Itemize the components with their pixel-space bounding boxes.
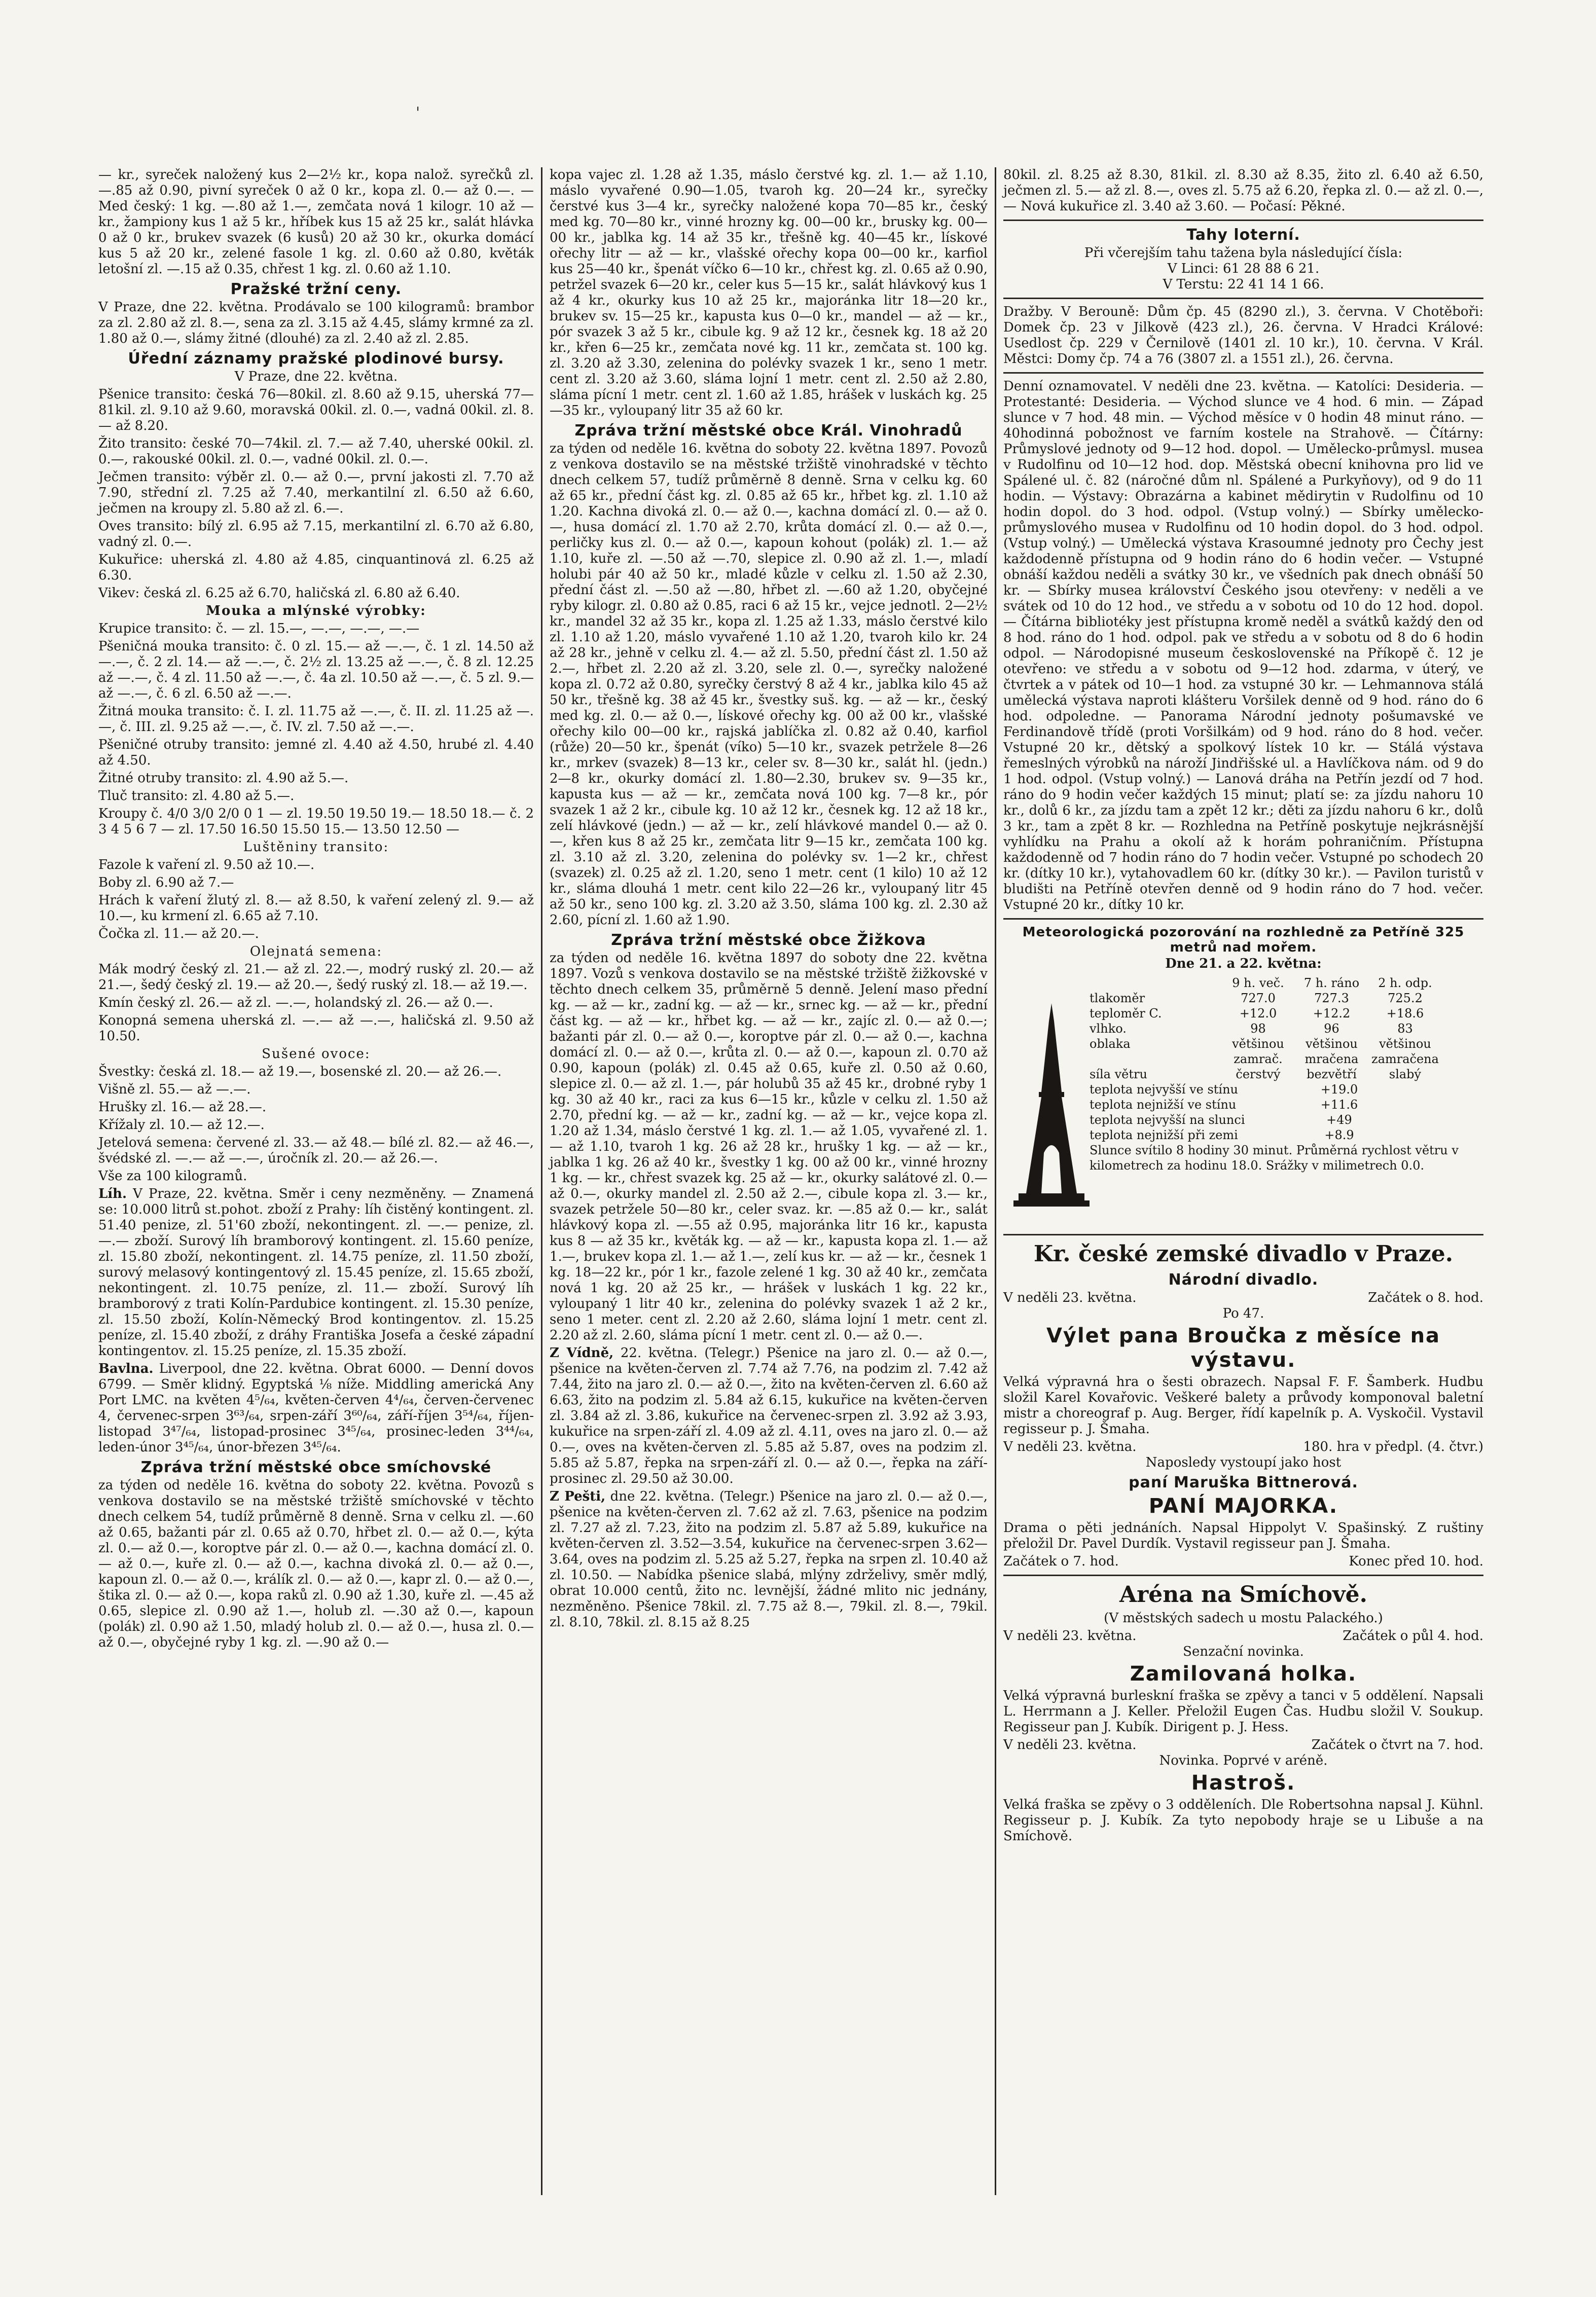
show4-date: V neděli 23. května. — [1003, 1737, 1137, 1753]
meteo-value: čerstvý — [1236, 1067, 1281, 1081]
meteo-extra-label: teplota nejnižší ve stínu — [1090, 1098, 1237, 1112]
meteo-label: vlhko. — [1090, 1022, 1127, 1036]
divider — [1003, 220, 1483, 221]
meteo-label: tlakoměr — [1090, 991, 1145, 1005]
pest-continued: 80kil. zl. 8.25 až 8.30, 81kil. zl. 8.30 až 8.35, žito zl. 6.40 až 6.50, ječmen zl. 5.— až zl. 8.—, oves zl. 5.75 až 6.20, řepka zl. 0.— až zl. 0.—, — Nová kukuřice zl. 3.40 až 3.60. — Počasí: Pěkné. — [1003, 167, 1483, 214]
show1-header — [1003, 1290, 1483, 1306]
show4-description: Velká fraška se zpěvy o 3 odděleních. Dle Robertsohna napsal J. Kühnl. Regisseur p. J. Kubík. Za tyto nepobody hraje se u Libuše a na Smíchově. — [1003, 1797, 1483, 1844]
smichov-continued: kopa vajec zl. 1.28 až 1.35, máslo čerstvé kg. zl. 1.— až 1.10, máslo vyvařené 0.90—1.05, tvaroh kg. 20—24 kr., syrečky čerstvé kus 3—4 kr., syrečky naložené kopa 70—85 kr., český med kg. 70—80 kr., vinné hrozny kg. 00—00 kr., brusky kg. 00—00 kr., jablka kg. 14 až 35 kr., třešně kg. 40—45 kr., lískové ořechy litr — až — kr., vlašské ořechy kopa 00—00 kr., karfiol kus 25—40 kr., špenát víčko 6—10 kr., chřest kg. zl. 0.65 až 0.90, petržel svazek 6—20 kr., celer kus 5—15 kr., salát hlávkový kus 1 až 4 kr., okurky kus 10 až 25 kr., majoránka litr 18—20 kr., brukev sv. 15—25 kr., kapusta kus 0—0 kr., mandel — až — kr., pór svazek 3 až 5 kr., cibule kg. 9 až 12 kr., česnek kg. 18 až 20 kr., křen 6—25 kr., zemčata nové kg. 11 kr., zemčata st. 100 kg. zl. 3.20 až 3.30, zelenina do polévky svazek 1 kr., seno 1 metr. cent zl. 3.20 až 3.60, sláma lojní 1 metr. cent zl. 2.50 až 2.80, sláma pícní 1 metr. cent zl. 1.60 až 1.85, hrášek v luskách kg. 25—35 kr., vyloupaný litr 35 až 60 kr. — [550, 167, 988, 418]
grain-rye: Žito transito: české 70—74kil. zl. 7.— až 7.40, uherské 00kil. zl. 0.—, rakouské 00kil. zl. 0.—, vadné 00kil. zl. 0.—. — [98, 436, 534, 467]
dried-fruit-title: Sušené ovoce: — [262, 1046, 371, 1062]
meteo-extra-label: teplota nejvyšší na slunci — [1090, 1113, 1245, 1127]
lottery-city: V Linci: — [1167, 261, 1219, 276]
divider — [1003, 918, 1483, 920]
meteo-value: 83 — [1397, 1022, 1413, 1036]
lottery-city: V Terstu: — [1163, 277, 1223, 292]
meteo-value: bezvětří — [1307, 1067, 1357, 1081]
meteo-extra-row — [1090, 1097, 1483, 1112]
show3-date: V neděli 23. května. — [1003, 1628, 1137, 1644]
lottery-row-trieste — [1003, 277, 1483, 293]
divider — [1003, 298, 1483, 299]
legumes-peas: Hrách k vaření žlutý zl. 8.— až 8.50, k vaření zelený zl. 9.— až 10.—, ku krmení zl. 6.65 až 7.10. — [98, 893, 534, 924]
lottery-numbers: 22 41 14 1 66. — [1227, 277, 1324, 292]
meteo-value: většinou mračena — [1304, 1037, 1359, 1066]
show2-title: PANÍ MAJORKA. — [1148, 1494, 1338, 1518]
cotton-text: Liverpool, dne 22. května. Obrat 6000. — Denní dovos 6799. — Směr klidný. Egyptská ⅛ níže. Middling americká Any Port LMC. na květen 4⁵/₆₄, květen-červen 4⁴/₆₄, červen-červenec 4, červenec-srpen 3⁶³/₆₄, srpen-září 3⁶⁰/₆₄, září-říjen 3⁵⁴/₆₄, říjen-listopad 3⁴⁷/₆₄, listopad-prosinec 3⁴⁵/₆₄, prosinec-leden 3⁴⁴/₆₄, leden-únor 3⁴⁵/₆₄, únor-březen 3⁴⁵/₆₄. — [98, 1361, 534, 1455]
meteo-header-row — [1090, 975, 1483, 991]
dried-cherries: Višně zl. 55.— až —.—. — [98, 1082, 251, 1097]
theatre-subtitle: Národní divadlo. — [1168, 1271, 1319, 1289]
show3-header — [1003, 1628, 1483, 1644]
meteo-row — [1090, 1036, 1483, 1067]
show2-date: V neděli 23. května. — [1003, 1439, 1137, 1454]
meteo-value: 727.3 — [1314, 991, 1349, 1005]
meteo-extra-row — [1090, 1127, 1483, 1143]
meteo-row — [1090, 991, 1483, 1006]
grain-vetch: Vikev: česká zl. 6.25 až 6.70, haličská zl. 6.80 až 6.40. — [98, 586, 460, 601]
vinohrady-text: za týden od neděle 16. května do soboty 22. května 1897. Povozů z venkova dostavilo se na městské tržiště vinohradské v těchto dnech celkem 57, tudíž průměrně 8 denně. Srna v celku kg. 60 až 65 kr., přední část kg. zl. 0.85 až 65 kr., hřbet kg. zl. 1.10 až 1.20. Kachna divoká zl. 0.— až 0.—, kachna domácí zl. 0.— až 0.—, husa domácí zl. 1.70 až 2.70, krůta domácí zl. 0.— až 0.—, perličky kus zl. 0.— až 0.—, kapoun kohout (polák) zl. 1.— až 1.10, kuře zl. —.50 až —.70, slepice zl. 0.90 až zl. 1.—, mladí holubi pár 40 až 50 kr., mladé kůzle v celku zl. 1.50 až 2.30, přední část zl. —.50 až —.80, hřbet zl. —.60 až 1.20, obyčejné ryby kilogr. zl. 0.80 až 0.85, raci 6 až 15 kr., vejce jednotl. 2—2½ kr., mandel 32 až 35 kr., kopa zl. 1.25 až 1.33, máslo čerstvé kilo zl. 1.10 až 1.20, máslo vyvařené 1.10 až 1.20, tvaroh kilo kr. 24 až 28 kr., jehně v celku zl. 4.— až zl. 5.50, přední část zl. 1.50 až 2.—, hřbet zl. 2.20 až zl. 3.20, sele zl. 0.—, syrečky naložené kopa zl. 0.72 až 0.80, syrečky čerstvý 8 až 4 kr., jablka kilo 45 až 50 kr., třešně kg. 38 až 45 kr., švestky suš. kg. — až — kr., český med kg. zl. 0.— až 0.—, lískové ořechy kg. 00 až 00 kr., vlašské ořechy kilo 00—00 kr., rajská jablíčka zl. 0.82 až 0.40, karfiol (růže) 20—50 kr., špenát (víko) 5—10 kr., svazek petržele 8—26 kr., mrkev (svazek) 8—13 kr., celer sv. 8—30 kr., salát hl. (jedn.) 2—8 kr., okurky domácí zl. 1.80—2.30, brukev sv. 9—35 kr., kapusta kus — až — kr., zemčata nová 100 kg. 7—8 kr., pór svazek 1 až 2 kr., cibule kg. 10 až 12 kr., česnek kg. 12 až 18 kr., zelí hlávkové (jedn.) — až — kr., zelí hlávkové mandel 0.— až 0.—, křen kus 8 až 25 kr., zemčata litr 9—15 kr., zemčata 100 kg. zl. 3.10 až zl. 3.20, zelenina do polévky sv. 1—2 kr., chřest (svazek) zl. 0.25 až zl. 1.20, seno 1 metr. cent (1 kilo) 10 až 12 kr., sláma dlouhá 1 metr. cent kilo 22—26 kr., vyloupaný litr 45 až 50 kr., seno 100 kg. zl. 3.20 až 3.50, sláma 100 kg. zl. 2.30 až 2.60, pícní zl. 1.60 až 1.90. — [550, 441, 988, 928]
prague-market-text: V Praze, dne 22. května. Prodávalo se 100 kilogramů: brambor za zl. 2.80 až zl. 8.—, sena za zl. 3.15 až 4.45, slámy krmné za zl. 1.80 až 0.—, slámy žitné (dlouhé) za zl. 2.40 až zl. 2.85. — [98, 300, 534, 346]
clover-seeds: Jetelová semena: červené zl. 33.— až 48.— bílé zl. 82.— až 46.—, švédské zl. —.— až —.—, úročník zl. 20.— až 26.—. — [98, 1135, 534, 1166]
dried-plums: Švestky: česká zl. 18.— až 19.—, bosenské zl. 20.— až 26.—. — [98, 1064, 502, 1079]
divider — [1003, 1234, 1483, 1235]
meteo-extra-value: +11.6 — [1320, 1098, 1358, 1112]
show2-end: Konec před 10. hod. — [1349, 1554, 1483, 1569]
meteo-label: síla větru — [1090, 1067, 1147, 1081]
arena-subtitle: (V městských sadech u mostu Palackého.) — [1104, 1611, 1383, 1626]
column-1 — [91, 167, 542, 2195]
meteo-col-header: 7 h. ráno — [1303, 976, 1360, 990]
show1-title: Výlet pana Broučka z měsíce na výstavu. — [1046, 1324, 1441, 1372]
vienna-report — [550, 1345, 988, 1487]
show4-header — [1003, 1737, 1483, 1753]
show2-guest: paní Maruška Bittnerová. — [1129, 1474, 1358, 1491]
meteo-row — [1090, 1006, 1483, 1021]
meteo-row — [1090, 1067, 1483, 1082]
show4-note: Novinka. Poprvé v aréně. — [1159, 1753, 1328, 1768]
smichov-title: Zpráva tržní městské obce smíchovské — [140, 1459, 492, 1476]
show3-note: Senzační novinka. — [1183, 1644, 1304, 1659]
spirit-report — [98, 1186, 534, 1359]
market-prices-continued: — kr., syreček naložený kus 2—2½ kr., kopa nalož. syrečků zl. —.85 až 0.90, pivní syreček 0 až 0 kr., kopa zl. 0.— až 0.—. — Med český: 1 kg. —.80 až 1.—, zemčata nová 1 kilogr. 10 až — kr., žampiony kus 1 až 5 kr., hříbek kus 15 až 25 kr., salát hlávka 0 až 0 kr., brukev svazek (6 kusů) 20 až 30 kr., okurka domácí kus 5 až 20 kr., zelené fasole 1 kg. zl. 0.60 až 0.80, květák letošní zl. —.15 až 0.35, chřest 1 kg. zl. 0.60 až 1.10. — [98, 167, 534, 277]
exchange-date: V Praze, dne 22. května. — [234, 369, 398, 384]
smichov-text: za týden od neděle 16. května do soboty 22. května. Povozů s venkova dostavilo se na městské tržiště smíchovské v těchto dnech celkem 54, tudíž průměrně 8 denně. Srna v celku zl. —.60 až 0.65, bažanti pár zl. 0.65 až 0.70, hřbet zl. 0.— až 0.—, kýta zl. 0.— až 0.—, koroptve pár zl. 0.— až 0.—, kachna domácí zl. 0.— až 0.—, kuře zl. 0.— až 0.—, kachna divoká zl. 0.— až 0.—, kapoun zl. 0.— až 0.—, králík zl. 0.— až 0.—, kapr zl. 0.— až 0.—, štika zl. 0.— až 0.—, kopa raků zl. 0.90 až 1.30, kuře zl. —.45 až 0.65, slepice zl. 0.90 až 1.—, holub zl. —.30 až 0.—, kapoun (polák) zl. 0.90 až 1.50, mladý holub zl. 0.— až 0.—, husa zl. 0.— až 0.—, obyčejné ryby 1 kg. zl. —.90 až 0.— — [98, 1478, 534, 1650]
oilseeds-title: Olejnatá semena: — [249, 944, 383, 959]
column-2 — [542, 167, 996, 2195]
petrin-tower-illustration — [1013, 1001, 1090, 1214]
show2-times — [1003, 1554, 1483, 1570]
show3-description: Velká výpravná burleskní fraška se zpěvy a tanci v 5 oddělení. Napsali L. Herrmann a J. Keller. Přeložil Eugen Čas. Hudbu složil V. Soukup. Regisseur pan J. Kubík. Dirigent p. J. Hess. — [1003, 1688, 1483, 1735]
dried-apples: Křížaly zl. 10.— až 12.—. — [98, 1117, 265, 1133]
show2-note: Naposledy vystoupí jako host — [1145, 1455, 1341, 1470]
meteo-label: oblaka — [1090, 1037, 1131, 1051]
meteo-section — [1003, 925, 1483, 1229]
bran-rye: Žitné otruby transito: zl. 4.90 až 5.—. — [98, 771, 349, 786]
unit-note: Vše za 100 kilogramů. — [98, 1169, 247, 1184]
meteo-table — [1090, 975, 1483, 1173]
show2-number: 180. hra v předpl. (4. čtvr.) — [1303, 1439, 1483, 1454]
pest-report — [550, 1489, 988, 1630]
show2-description: Drama o pěti jednáních. Napsal Hippolyt V. Spašinský. Z ruštiny přeložil Dr. Pavel Durdík. Vystavil regisseur pan J. Šmaha. — [1003, 1520, 1483, 1551]
lottery-numbers: 61 28 88 6 21. — [1223, 261, 1320, 276]
theatre-title: Kr. české zemské divadlo v Praze. — [1033, 1241, 1454, 1267]
cotton-title: Bavlna. — [98, 1361, 154, 1376]
lottery-row-linz — [1003, 261, 1483, 277]
auctions-text: Dražby. V Berouně: Dům čp. 45 (8290 zl.), 3. června. V Chotěboři: Domek čp. 23 v Jilkově (423 zl.), 26. června. V Hradci Králové: Usedlost čp. 229 v Černilově (1401 zl. 10 kr.), 10. června. V Král. Městci: Domy čp. 74 a 76 (3807 zl. a 1551 zl.), 26. června. — [1003, 304, 1483, 367]
meteo-value: 725.2 — [1388, 991, 1423, 1005]
bran-wheat: Pšeničné otruby transito: jemné zl. 4.40 až 4.50, hrubé zl. 4.40 až 4.50. — [98, 737, 534, 768]
meteo-value: slabý — [1389, 1067, 1422, 1081]
meteo-col-header: 2 h. odp. — [1378, 976, 1432, 990]
cotton-report — [98, 1361, 534, 1455]
oilseeds-caraway: Kmín český zl. 26.— až zl. —.—, holandský zl. 26.— až 0.—. — [98, 995, 493, 1010]
spirit-text: V Praze, 22. května. Směr i ceny nezměněny. — Znamená se: 10.000 litrů st.pohot. zboží z Prahy: líh čistěný kontingent. zl. 51.40 penize, zl. 51'60 zboží, nekontingent. zl. —.— penize, zl. —.— zboží. Surový líh bramborový kontingent. zl. 15.60 peníze, zl. 15.80 zboží, nekontingent. zl. 14.75 peníze, zl. 11.50 zboží, surový melasový kontingentový zl. 15.45 peníze, zl. 15.65 zboží, nekontingent. zl. 10.75 peníze, zl. 11.— zboží. Surový líh bramborový z trati Kolín-Pardubice kontingent. zl. 15.30 peníze, zl. 15.50 zboží, Kolín-Německý Brod kontingentov. zl. 15.25 peníze, zl. 15.40 zboží, z dráhy Františka Josefa a české západní kontingentov. zl. 15.25 peníze, zl. 15.35 zboží. — [98, 1186, 534, 1359]
show1-start: Začátek o 8. hod. — [1368, 1290, 1483, 1305]
grain-barley: Ječmen transito: výběr zl. 0.— až 0.—, první jakosti zl. 7.70 až 7.90, střední zl. 7.25 až 7.40, merkantilní zl. 6.50 až 6.60, ječmen na kroupy zl. 5.80 až zl. 6.—. — [98, 469, 534, 516]
legumes-beans: Fazole k vaření zl. 9.50 až 10.—. — [98, 857, 315, 872]
meteo-extra-row — [1090, 1112, 1483, 1127]
meteo-value: +12.0 — [1239, 1006, 1277, 1020]
show3-start: Začátek o půl 4. hod. — [1343, 1628, 1483, 1644]
grain-wheat: Pšenice transito: česká 76—80kil. zl. 8.60 až 9.15, uherská 77—81kil. zl. 9.10 až 9.60, moravská 00kil. zl. 0.—, vadná 00kil. zl. 8.— až 8.20. — [98, 387, 534, 433]
vinohrady-title: Zpráva tržní městské obce Král. Vinohradů — [574, 422, 963, 440]
oilseeds-hemp: Konopná semena uherská zl. —.— až —.—, haličská zl. 9.50 až 10.50. — [98, 1013, 534, 1044]
meteo-extra-value: +8.9 — [1324, 1128, 1354, 1142]
meteo-date: Dne 21. a 22. května: — [1165, 956, 1322, 971]
newspaper-page — [91, 167, 1491, 2195]
legumes-lentils: Čočka zl. 11.— až 20.—. — [98, 926, 259, 941]
prague-market-title: Pražské tržní ceny. — [230, 280, 402, 298]
grain-oats: Oves transito: bílý zl. 6.95 až 7.15, merkantilní zl. 6.70 až 6.80, vadný zl. 0.—. — [98, 519, 534, 550]
meteo-value: +18.6 — [1386, 1006, 1424, 1020]
meteo-value: 96 — [1324, 1022, 1339, 1036]
meteo-label: teploměr C. — [1090, 1006, 1162, 1020]
meteo-value: 727.0 — [1241, 991, 1276, 1005]
meteo-note: Slunce svítilo 8 hodiny 30 minut. Průměrná rychlost větru v kilometrech za hodinu 18.0. Srážky v milimetrech 0.0. — [1090, 1143, 1459, 1173]
show4-start: Začátek o čtvrt na 7. hod. — [1311, 1737, 1483, 1753]
show3-title: Zamilovaná holka. — [1130, 1662, 1357, 1686]
lottery-intro: Při včerejším tahu tažena byla následující čísla: — [1084, 245, 1403, 261]
groats: Kroupy č. 4/0 3/0 2/0 0 1 — zl. 19.50 19.50 19.— 18.50 18.— č. 2 3 4 5 6 7 — zl. 17.50 16.50 15.50 15.— 13.50 12.50 — — [98, 806, 534, 837]
meteo-extra-row — [1090, 1082, 1483, 1097]
tluc: Tluč transito: zl. 4.80 až 5.—. — [98, 788, 295, 804]
legumes-title: Luštěniny transito: — [243, 840, 389, 855]
pest-text: dne 22. května. (Telegr.) Pšenice na jaro zl. 0.— až 0.—, pšenice na květen-červen zl. 7.62 až zl. 7.63, pšenice na podzim zl. 7.27 až zl. 7.23, žito na podzim zl. 5.87 až 5.89, kukuřice na květen-červen zl. 3.52—3.54, kukuřice na červenec-srpen 3.62—3.64, oves na podzim zl. 5.25 až 5.27, řepka na srpen zl. 10.40 až zl. 10.50. — Nabídka pšenice slabá, mlýny zdrželivy, směr mdlý, obrat 10.000 centů, žito nc. levnější, žádné mlito nic jednány, nezměněno. Pšenice 78kil. zl. 7.75 až 8.—, 79kil. zl. 8.—, 79kil. zl. 8.10, 78kil. zl. 8.15 až 8.25 — [550, 1489, 988, 1630]
zizkov-text: za týden od neděle 16. května 1897 do soboty dne 22. května 1897. Vozů s venkova dostavilo se na městské tržiště žižkovské v těchto dnech celkem 35, průměrně 5 denně. Jelení maso přední kg. — až — kr., zadní kg. — až — kr., srnec kg. — až — kr., přední část kg. — až — kr., hřbet kg. — až — kr., zajíc zl. 0.— až 0.—; bažanti pár zl. 0.— až 0.—, koroptve pár zl. 0.— až 0.—, kachna domácí zl. 0.— až 0.—, krůta zl. 0.— až 0.—, kapoun zl. 0.70 až 0.90, kapoun (polák) zl. 0.45 až 0.65, kuře zl. 0.50 až 0.60, slepice zl. 0.— až zl. 1.—, pár holubů 35 až 45 kr., drobné ryby 1 kg. 30 až 40 kr., raci za kus 6—15 kr., kůzle v celku zl. 1.50 až 2.70, přední kg. — až — kr., zadní kg. — až — kr., vejce kopa zl. 1.20 až 1.34, máslo čerstvé 1 kg. zl. 1.— až 1.05, vyvařené zl. 1.— až 1.10, tvaroh 1 kg. 26 až 28 kr., hrušky 1 kg. — až — kr., jablka 1 kg. 26 až 40 kr., švestky 1 kg. 00 až 00 kr., vinné hrozny 1 kg. — kr., chřest svazek kg. 25 až — kr., okurky salátové zl. 0.— až 0.—, okurky mandel zl. 2.50 až 2.—, cibule kopa zl. 3.— kr., svazek petržele 50—80 kr., celer svaz. kr. —.85 až 0.— kr., salát hlávkový kopa zl. —.55 až 0.95, majoránka litr 16 kr., kapusta kus 8 — až 35 kr., květák kg. — až — kr., kapusta kopa zl. 1.— až 1.—, brukev kopa zl. 1.— až 1.—, zelí kus kr. — až — kr., česnek 1 kg. 18—22 kr., pór 1 kr., fazole zelené 1 kg. 30 až 40 kr., zemčata nová 1 kg. 20 až 25 kr., — hrášek v luskách 1 kg. 22 kr., vyloupaný 1 litr 40 kr., zelenina do polévky svazek 1 až 2 kr., seno 1 meter. cent zl. 2.20 až 2.60, sláma lojní 1 metr. cent zl. 2.20 až zl. 2.60, sláma pícní 1 metr. cent zl. 0.— až 0.—. — [550, 951, 988, 1343]
oilseeds-poppy: Mák modrý český zl. 21.— až zl. 22.—, modrý ruský zl. 20.— až 21.—, šedý český zl. 19.— až 20.—, šedý ruský zl. 18.— až 19.—. — [98, 962, 534, 993]
spirit-title: Líh. — [98, 1186, 127, 1201]
show2-header — [1003, 1439, 1483, 1455]
meteo-extra-value: +19.0 — [1320, 1082, 1358, 1097]
zizkov-title: Zpráva tržní městské obce Žižkova — [611, 931, 926, 949]
show1-date: V neděli 23. května. — [1003, 1290, 1137, 1305]
meteo-title: Meteorologická pozorování na rozhledně za Petříně 325 metrů nad mořem. — [1022, 925, 1465, 955]
lottery-title: Tahy loterní. — [1186, 226, 1300, 244]
flour-rye: Žitná mouka transito: č. I. zl. 11.75 až —.—, č. II. zl. 11.25 až —.—, č. III. zl. 9.25 až —.—, č. IV. zl. 7.50 až —.—. — [98, 704, 534, 735]
divider — [1003, 1575, 1483, 1576]
dried-pears: Hrušky zl. 16.— až 28.—. — [98, 1100, 267, 1115]
legumes-broad-beans: Boby zl. 6.90 až 7.— — [98, 875, 234, 890]
meteo-value: +12.2 — [1313, 1006, 1351, 1020]
daily-announcer: Denní oznamovatel. V neděli dne 23. května. — Katolíci: Desideria. — Protestanté: Desideria. — Východ slunce ve 4 hod. 6 min. — Západ slunce v 7 hod. 48 min. — Východ měsíce v 0 hodin 48 minut ráno. — 40hodinná pobožnost ve farním kostele na Strahově. — Čítárny: Průmyslové jednoty od 9—12 hod. dopol. — Umělecko-průmysl. musea v Rudolfinu od 10—12 hod. dop. Městská obecní knihovna pro lid ve Spálené ul. č. 82 (náročné dům nl. Spálené a Purkyňovy), od 9 do 11 hodin. — Výstavy: Obrazárna a kabinet mědirytin v Rudolfinu od 10 hodin dopol. do 3 hod. odpol. (Vstup volný.) — Sbírky umělecko-průmyslového musea v Rudolfinu od 10 hodin dopol. do 3 hod. odpol. (Vstup volný.) — Umělecká výstava Krasoumné jednoty pro Čechy jest každodenně přístupna od 9 hodin ráno do 6 hodin večer. — Vstupné obnáší každou neděli a svátky 30 kr., ve všedních pak dnech obnáší 50 kr. — Sbírky musea království Českého jsou otevřeny: v neděli a ve svátek od 10 do 12 hod., ve středu a v sobotu od 10 do 12 hod. dopol. — Čítárna bibliotéky jest přístupna kromě neděl a svátků každý den od 8 hod. ráno do 1 hod. odpol. pak ve středu a v sobotu od 8 do 6 hodin odpol. — Národopisné museum československé na Příkopě č. 12 je otevřeno: ve středu a v sobotu od 9—12 hod. zdarma, v úterý, ve čtvrtek a v pátek od 10—1 hod. za vstupné 30 kr. — Lehmannova stálá umělecká výstava naproti klášteru Voršilek denně od 9 hod. ráno do 6 hod. odpoledne. — Panorama Národní jednoty pošumavské ve Ferdinandově třídě (proti Voršilkám) od 9 hod. ráno do 8 hod. večer. Vstupné 20 kr., dětský a spolkový lístek 10 kr. — Stálá výstava řemeslných výrobků na nároží Jindřišské ul. a Havlíčkova nám. od 9 do 1 hod. odpol. (Vstup volný.) — Lanová dráha na Petřín jezdí od 7 hod. ráno do 9 hodin večer každých 15 minut; platí se: za jízdu nahoru 10 kr., dolů 6 kr., za jízdu tam a zpět 12 kr.; děti za jízdu nahoru 6 kr., dolů 3 kr., tam a zpět 8 kr. — Rozhledna na Petříně poskytuje nejkrásnější vyhlídku na Prahu a okolí až k horám pohraničním. Přístupna každodenně od 7 hodin ráno do 7 hodin večer. Vstupné po schodech 20 kr. (dítky 10 kr.), vytahovadlem 60 kr. (dítky 30 kr.). — Pavilon turistů v bludišti na Petříně otevřen denně od 9 hodin ráno do 7 hod. večer. Vstupné 20 kr., dítky 10 kr. — [1003, 379, 1483, 913]
meteo-row — [1090, 1021, 1483, 1036]
grain-corn: Kukuřice: uherská zl. 4.80 až 4.85, cinquantinová zl. 6.25 až 6.30. — [98, 552, 534, 583]
exchange-title: Úřední záznamy pražské plodinové bursy. — [128, 350, 504, 368]
meteo-extra-value: +49 — [1326, 1113, 1352, 1127]
show4-title: Hastroš. — [1191, 1771, 1296, 1795]
meteo-extra-label: teplota nejvyšší ve stínu — [1090, 1082, 1239, 1097]
flour-wheat: Pšeničná mouka transito: č. 0 zl. 15.— až —.—, č. 1 zl. 14.50 až —.—, č. 2 zl. 14.— až —.—, č. 2½ zl. 13.25 až —.—, č. 8 zl. 12.25 až —.—, č. 4 zl. 11.50 až —.—, č. 4a zl. 10.50 až —.—, č. 5 zl. 9.— až —.—, č. 6 zl. 6.50 až —.—. — [98, 639, 534, 701]
meteo-value: většinou zamračena — [1371, 1037, 1439, 1066]
show1-description: Velká výpravná hra o šesti obrazech. Napsal F. F. Šamberk. Hudbu složil Karel Kovařovic. Veškeré balety a průvody komponoval baletní mistr a choreograf p. Aug. Berger, řídí kapelník p. A. Vyskočil. Vystavil regisseur p. J. Šmaha. — [1003, 1374, 1483, 1437]
arena-title: Aréna na Smíchově. — [1119, 1582, 1367, 1608]
show1-number: Po 47. — [1222, 1306, 1264, 1321]
flour-semolina: Krupice transito: č. — zl. 15.—, —.—, —.—, —.— — [98, 621, 420, 636]
meteo-col-header: 9 h. več. — [1232, 976, 1284, 990]
pest-title: Z Pešti, — [550, 1489, 606, 1504]
meteo-value: 98 — [1250, 1022, 1266, 1036]
vienna-text: 22. května. (Telegr.) Pšenice na jaro zl. 0.— až 0.—, pšenice na květen-červen zl. 7.74 až 7.76, na podzim zl. 7.42 až 7.44, žito na jaro zl. 0.— až 0.—, žito na květen-červen zl. 6.60 až 6.63, žito na podzim zl. 5.84 až 6.15, kukuřice na květen-červen zl. 3.84 až zl. 3.86, kukuřice na červenec-srpen zl. 3.92 až 3.93, kukuřice na srpen-září zl. 4.09 až zl. 4.11, oves na jaro zl. 0.— až 0.—, oves na květen-červen zl. 5.85 až 5.87, oves na podzim zl. 5.85 až 5.87, řepka na srpen-září zl. 0.— až 0.—, řepka na září-prosinec zl. 29.50 až 30.00. — [550, 1345, 988, 1486]
vienna-title: Z Vídně, — [550, 1345, 614, 1361]
divider — [1003, 372, 1483, 374]
flour-title: Mouka a mlýnské výrobky: — [206, 603, 426, 618]
show2-start: Začátek o 7. hod. — [1003, 1554, 1119, 1569]
page-mark-top: ' — [416, 104, 420, 122]
meteo-extra-label: teplota nejnižší při zemi — [1090, 1128, 1238, 1142]
meteo-value: většinou zamrač. — [1232, 1037, 1284, 1066]
column-3 — [996, 167, 1491, 2195]
